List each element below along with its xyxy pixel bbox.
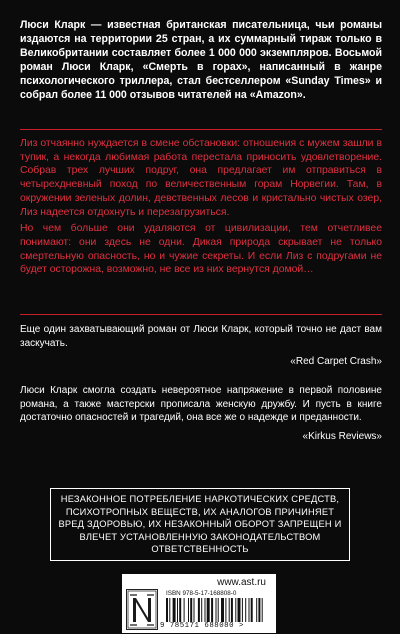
barcode-bar <box>179 598 181 622</box>
barcode-bar <box>205 598 206 622</box>
barcode-bar <box>238 598 241 622</box>
barcode-bar <box>245 598 246 622</box>
barcode-bar <box>177 598 178 622</box>
ast-n-logo-graphic <box>127 590 157 629</box>
barcode-bar <box>216 598 217 622</box>
author-bio: Люси Кларк — известная британская писательница, чьи романы издаются на территории 25 стран, а их суммарный тираж только в Великобритании составляет более 1 000 000 экземпляров. Восьмой роман Люси Кларк, «Смерть в горах», написанный в жанре психологического триллера, стал бестселлером «Sunday Times» и собрал более 11 000 отзывов читателей на «Amazon». <box>20 19 382 101</box>
barcode-number: 9 785171 688080 > <box>160 622 244 630</box>
barcode-bar <box>194 598 195 622</box>
review-1 <box>20 323 382 369</box>
barcode-bar <box>169 598 170 622</box>
blurb-paragraph-1: Лиз отчаянно нуждается в смене обстановки: отношения с мужем зашли в тупик, а некогда любимая работа перестала приносить удовлетворение. Собрав трех лучших подруг, она предлагает им отправиться в четырехдневный поход по величественным горам Норвегии. Там, в окружении зеленых долин, девственных лесов и кристально чистых озер, Лиз надеется отдохнуть и перезагрузиться. <box>20 138 382 218</box>
barcode-bar <box>198 598 200 622</box>
review-2 <box>20 384 382 443</box>
barcode-bar <box>184 598 185 622</box>
review-source: «Red Carpet Crash» <box>290 356 382 367</box>
barcode-bar <box>256 598 257 622</box>
barcode-bar <box>249 598 250 622</box>
legal-warning-box <box>50 488 350 561</box>
barcode-bar <box>221 598 224 622</box>
barcode-bar <box>173 598 176 622</box>
barcode-graphic <box>166 598 270 622</box>
ast-n-logo-icon <box>126 589 158 630</box>
barcode-bar <box>262 598 263 622</box>
barcode-bar <box>229 598 230 622</box>
barcode-bar <box>190 598 192 622</box>
barcode-bar <box>225 598 226 622</box>
review-text: Еще один захватывающий роман от Люси Кларк, который точно не даст вам заскучать. <box>20 324 382 349</box>
isbn-label: ISBN 978-5-17-168808-0 <box>166 590 237 597</box>
barcode-panel <box>122 574 276 633</box>
divider-bottom <box>20 314 382 315</box>
review-text: Люси Кларк смогла создать невероятное напряжение в первой половине романа, а также мастерски прописала женскую дружбу. И пусть в книге достаточно опасностей и трагедий, она все же о надежде и преданности. <box>20 385 382 423</box>
barcode-bar <box>242 598 243 622</box>
barcode-bar <box>201 598 202 622</box>
barcode-bar <box>258 598 260 622</box>
barcode-bar <box>166 598 168 622</box>
barcode-bar <box>207 598 210 622</box>
barcode-bar <box>211 598 213 622</box>
barcode-bar <box>231 598 233 622</box>
barcode-bar <box>218 598 219 622</box>
review-source: «Kirkus Reviews» <box>302 430 382 442</box>
book-blurb <box>20 137 382 280</box>
legal-warning-text: НЕЗАКОННОЕ ПОТРЕБЛЕНИЕ НАРКОТИЧЕСКИХ СРЕДСТВ, ПСИХОТРОПНЫХ ВЕЩЕСТВ, ИХ АНАЛОГОВ ПРИЧИНЯЕТ ВРЕД ЗДОРОВЬЮ, ИХ НЕЗАКОННЫЙ ОБОРОТ ЗАПРЕЩЕН И ВЛЕЧЕТ УСТАНОВЛЕННУЮ ЗАКОНОДАТЕЛЬСТВОМ ОТВЕТСТВЕННОСТЬ <box>58 494 342 555</box>
publisher-site: www.ast.ru <box>217 577 266 588</box>
divider-top <box>20 129 382 130</box>
barcode-bar <box>251 598 253 622</box>
blurb-paragraph-2: Но чем больше они удаляются от цивилизации, тем отчетливее понимают: они здесь не одни. Дикая природа скрывает не только смертельную опасность, но и чужие секреты. И если Лиз с подругами не будет осторожна, возможно, не все из них вернутся домой… <box>20 223 382 276</box>
barcode-bar <box>235 598 236 622</box>
barcode-bar <box>188 598 189 622</box>
